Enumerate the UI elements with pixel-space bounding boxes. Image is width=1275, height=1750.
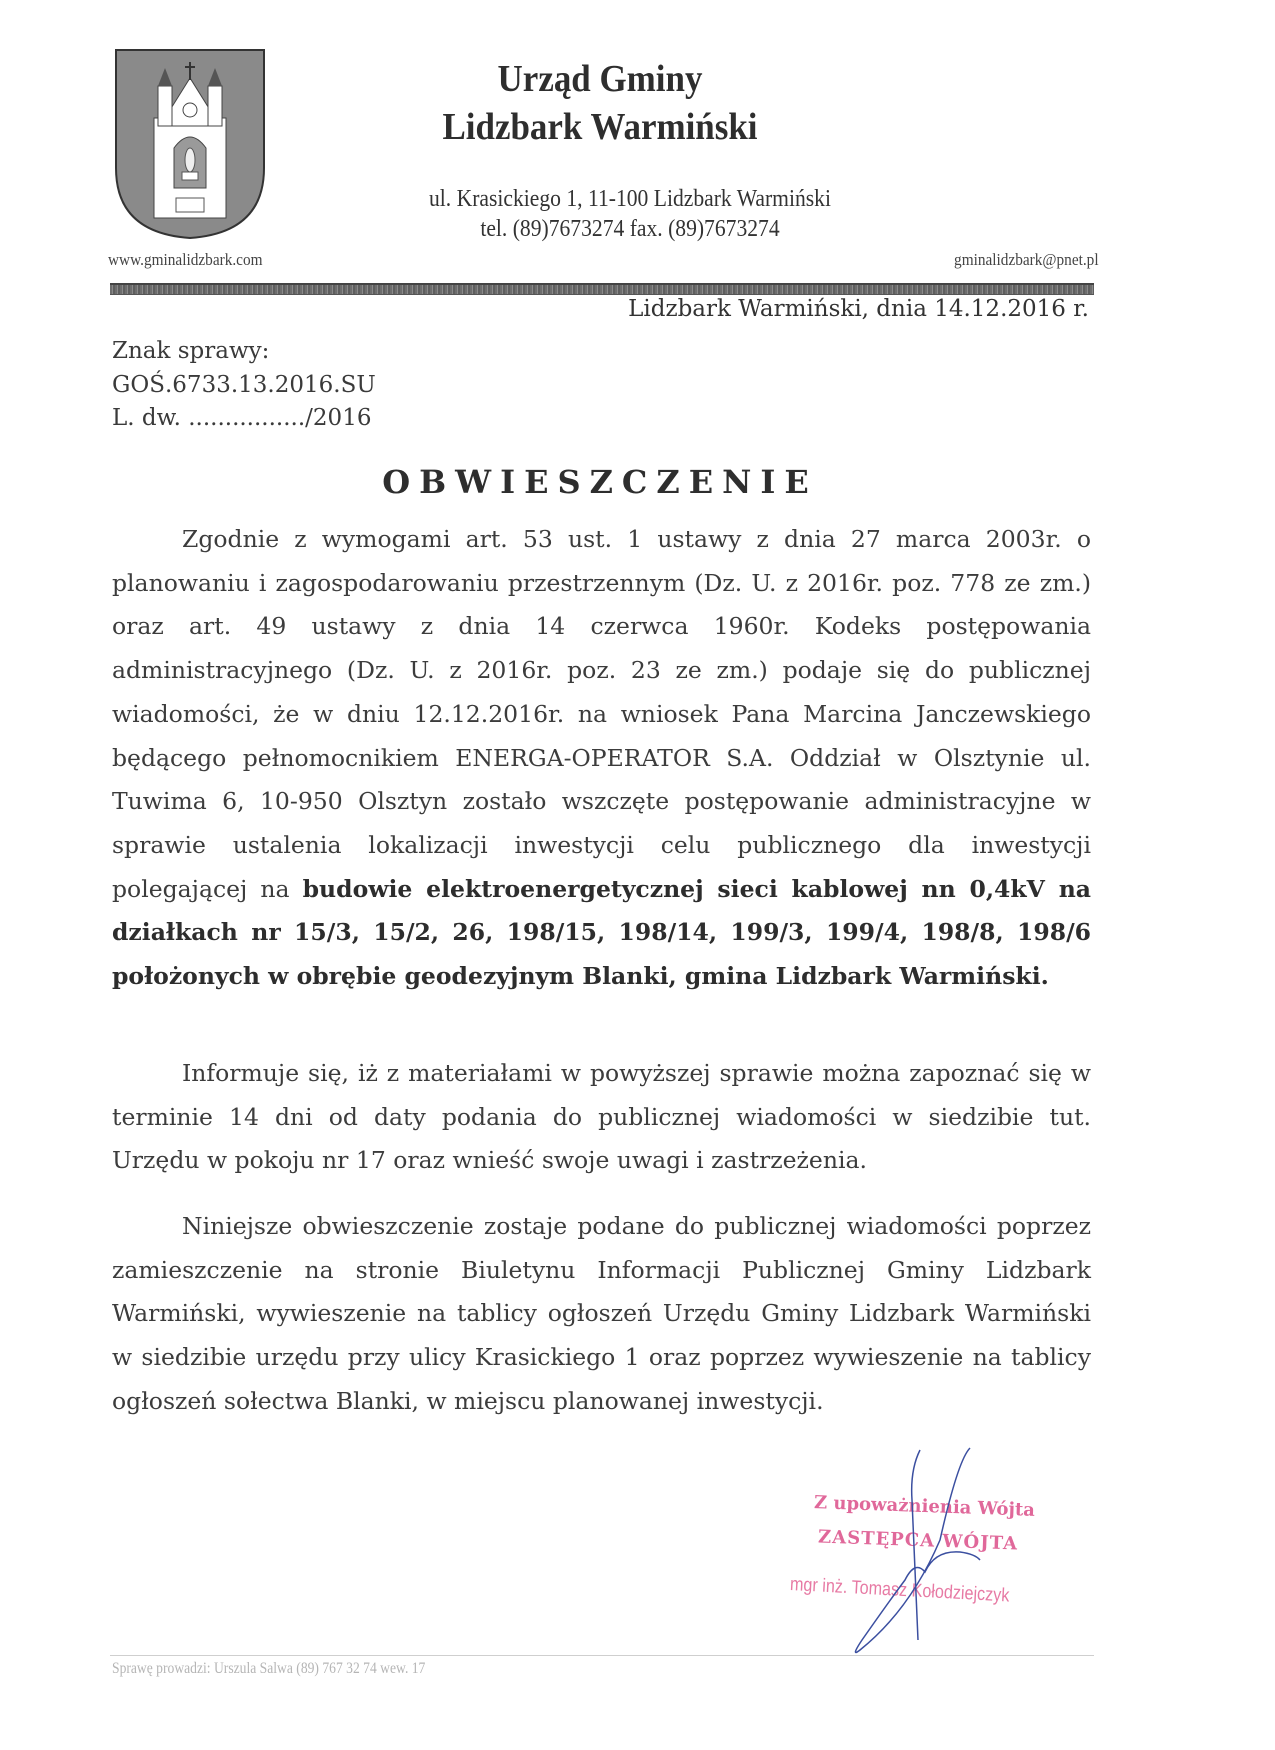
paragraph-2-text: Informuje się, iż z materiałami w powyższej sprawie można zapoznać się w terminie 14 dni od daty podania do publicznej wiadomości w siedzibie tut. Urzędu w pokoju nr 17 oraz wnieść swoje uwagi i zastrzeżenia.: [112, 1059, 1091, 1175]
stamp-position: ZASTĘPCA WÓJTA: [817, 1526, 1019, 1555]
case-ref-number: GOŚ.6733.13.2016.SU: [112, 372, 376, 398]
coat-of-arms-icon: [114, 48, 266, 240]
place-date: Lidzbark Warmiński, dnia 14.12.2016 r.: [628, 296, 1089, 322]
org-name-line1: Urząd Gminy: [497, 58, 703, 100]
header-divider: [110, 283, 1094, 295]
document-title: OBWIESZCZENIE: [382, 463, 818, 501]
org-phone-fax: tel. (89)7673274 fax. (89)7673274: [480, 216, 780, 242]
website-link[interactable]: www.gminalidzbark.com: [108, 250, 263, 269]
org-address: ul. Krasickiego 1, 11-100 Lidzbark Warmiński: [429, 186, 831, 212]
paragraph-1-text: Zgodnie z wymogami art. 53 ust. 1 ustawy z dnia 27 marca 2003r. o planowaniu i zagospodarowaniu przestrzennym (Dz. U. z 2016r. poz. 778 ze zm.) oraz art. 49 ustawy z dnia 14 czerwca 1960r. Kodeks postępowania administracyjnego (Dz. U. z 2016r. poz. 23 ze zm.) podaje się do publicznej wiadomości, że w dniu 12.12.2016r. na wniosek Pana Marcina Janczewskiego będącego pełnomocnikiem ENERGA-OPERATOR S.A. Oddział w Olsztynie ul. Tuwima 6, 10-950 Olsztyn zostało wszczęte postępowanie administracyjne w sprawie ustalenia lokalizacji inwestycji celu publicznego dla inwestycji polegającej na: [112, 525, 1091, 903]
case-ref-label: Znak sprawy:: [112, 338, 270, 364]
org-name-line2: Lidzbark Warmiński: [442, 106, 758, 148]
footer-divider: [110, 1655, 1094, 1656]
paragraph-1-bold: budowie elektroenergetycznej sieci kablowej nn 0,4kV na działkach nr 15/3, 15/2, 26, 198/15, 198/14, 199/3, 199/4, 198/8, 198/6 położonych w obrębie geodezyjnym Blanki, gmina Lidzbark Warmiński.: [112, 874, 1091, 991]
email-link[interactable]: gminalidzbark@pnet.pl: [954, 250, 1099, 269]
stamp-authorization: Z upoważnienia Wójta: [813, 1492, 1036, 1521]
paragraph-3: [112, 1205, 1091, 1424]
handwritten-signature-icon: [840, 1440, 1010, 1660]
case-handler-info: Sprawę prowadzi: Urszula Salwa (89) 767 32 74 wew. 17: [112, 1660, 426, 1677]
stamp-signatory-name: mgr inż. Tomasz Kołodziejczyk: [789, 1574, 1010, 1607]
ldw-number: L. dw. ................/2016: [112, 405, 372, 431]
paragraph-3-text: Niniejsze obwieszczenie zostaje podane do publicznej wiadomości poprzez zamieszczenie na stronie Biuletynu Informacji Publicznej Gminy Lidzbark Warmiński, wywieszenie na tablicy ogłoszeń Urzędu Gminy Lidzbark Warmiński w siedzibie urzędu przy ulicy Krasickiego 1 oraz poprzez wywieszenie na tablicy ogłoszeń sołectwa Blanki, w miejscu planowanej inwestycji.: [112, 1212, 1091, 1415]
paragraph-2: [112, 1052, 1091, 1183]
paragraph-1: [112, 518, 1091, 999]
